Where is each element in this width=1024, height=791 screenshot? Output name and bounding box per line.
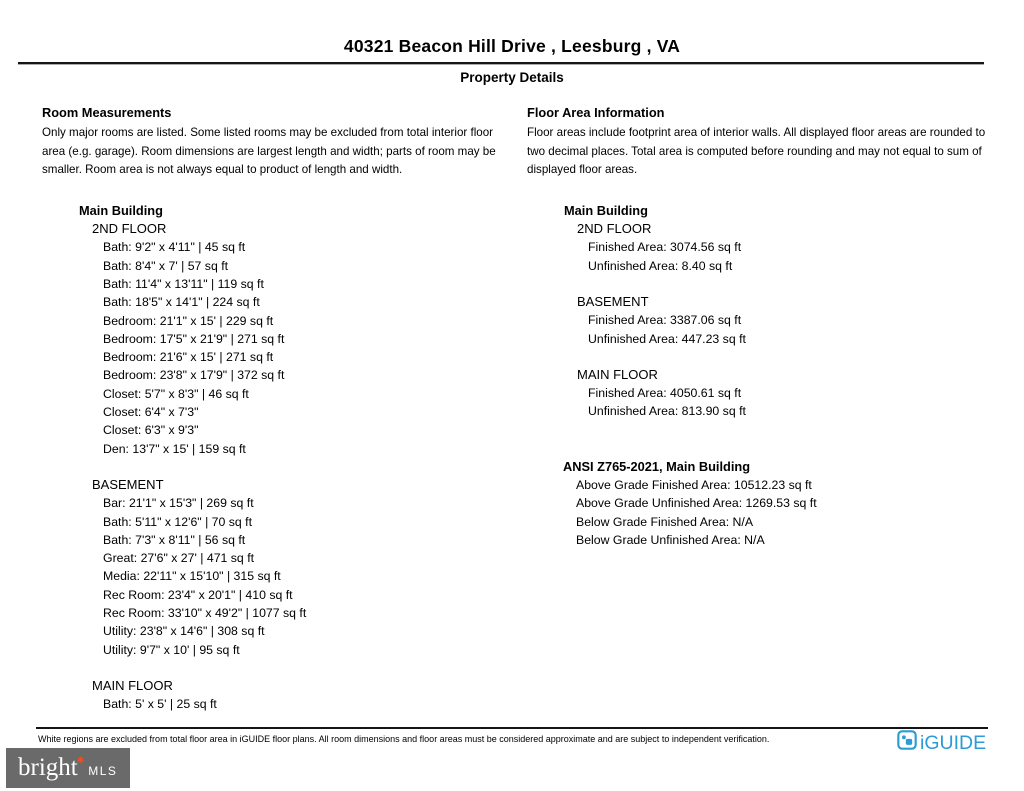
area-item: Below Grade Unfinished Area: N/A (576, 532, 765, 547)
ansi-area-list (563, 476, 995, 549)
floor-name: BASEMENT (92, 476, 164, 492)
floor-area-description: Floor areas include footprint area of interior walls. All displayed floor areas are rounded to two decimal places. Total area is computed before rounding and may not equal to sum of displayed floor areas. (527, 126, 986, 177)
room-item: Bar: 21'1" x 15'3" | 269 sq ft (103, 496, 254, 511)
building-name: Main Building (564, 202, 648, 218)
floor-area-main-floor (564, 366, 995, 421)
room-item: Rec Room: 33'10" x 49'2" | 1077 sq ft (103, 606, 307, 621)
floor-area-2nd-floor (564, 220, 995, 275)
room-item: Utility: 23'8" x 14'6" | 308 sq ft (103, 624, 265, 639)
room-item: Rec Room: 23'4" x 20'1" | 410 sq ft (103, 587, 293, 602)
room-item: Bath: 18'5" x 14'1" | 224 sq ft (103, 295, 260, 310)
floor-name: MAIN FLOOR (577, 366, 658, 382)
header-divider (18, 62, 984, 65)
floor-main-floor (79, 677, 502, 714)
iguide-camera-icon (897, 730, 920, 755)
star-icon: ✱ (76, 755, 85, 765)
room-item: Bedroom: 21'6" x 15' | 271 sq ft (103, 350, 274, 365)
room-item: Great: 27'6" x 27' | 471 sq ft (103, 551, 255, 566)
room-item: Bath: 9'2" x 4'11" | 45 sq ft (103, 240, 246, 255)
room-measurements-description: Only major rooms are listed. Some listed rooms may be excluded from total interior floor area (e.g. garage). Room dimensions are largest length and width; parts of room may be smaller. Room area is not always equal to product of length and width. (42, 126, 496, 177)
page-title: 40321 Beacon Hill Drive , Leesburg , VA (343, 36, 681, 56)
room-item: Closet: 6'4" x 7'3" (103, 405, 199, 420)
area-item: Below Grade Finished Area: N/A (576, 514, 754, 529)
floor-area-heading: Floor Area Information (527, 105, 665, 120)
floor-name: 2ND FLOOR (577, 221, 652, 237)
room-list (92, 494, 502, 659)
room-item: Bath: 8'4" x 7' | 57 sq ft (103, 258, 229, 273)
room-item: Closet: 6'3" x 9'3" (103, 423, 199, 438)
room-item: Bedroom: 21'1" x 15' | 229 sq ft (103, 313, 274, 328)
footer-disclaimer: White regions are excluded from total floor area in iGUIDE floor plans. All room dimensions and floor areas must be considered approximate and are subject to independent verification. (38, 734, 770, 744)
room-item: Bedroom: 23'8" x 17'9" | 372 sq ft (103, 368, 285, 383)
area-item: Unfinished Area: 8.40 sq ft (588, 258, 733, 273)
area-item: Above Grade Finished Area: 10512.23 sq ft (576, 478, 812, 493)
ansi-section (527, 458, 995, 549)
area-list (577, 238, 995, 275)
floor-area-building (527, 202, 995, 421)
footer-divider (36, 727, 988, 729)
brightmls-suffix: MLS (88, 764, 118, 778)
room-measurements-heading: Room Measurements (42, 105, 172, 120)
room-item: Bedroom: 17'5" x 21'9" | 271 sq ft (103, 331, 285, 346)
iguide-logo (897, 730, 986, 755)
room-item: Closet: 5'7" x 8'3" | 46 sq ft (103, 386, 249, 401)
room-list (92, 238, 502, 458)
room-item: Bath: 5'11" x 12'6" | 70 sq ft (103, 514, 253, 529)
room-item: Media: 22'11" x 15'10" | 315 sq ft (103, 569, 281, 584)
floor-name: MAIN FLOOR (92, 677, 173, 693)
area-item: Finished Area: 4050.61 sq ft (588, 386, 742, 401)
area-item: Finished Area: 3387.06 sq ft (588, 313, 742, 328)
floor-name: 2ND FLOOR (92, 221, 167, 237)
floor-2nd-floor (79, 220, 502, 458)
brightmls-logo (6, 748, 130, 788)
floor-area-information-section (527, 105, 995, 549)
page-subtitle: Property Details (460, 70, 564, 85)
ansi-heading: ANSI Z765-2021, Main Building (563, 458, 751, 474)
iguide-wordmark: iGUIDE (920, 731, 987, 754)
room-measurements-building (42, 202, 502, 714)
room-list (92, 695, 502, 713)
area-item: Above Grade Unfinished Area: 1269.53 sq ft (576, 496, 817, 511)
building-name: Main Building (79, 202, 163, 218)
room-item: Bath: 11'4" x 13'11" | 119 sq ft (103, 276, 264, 291)
area-item: Finished Area: 3074.56 sq ft (588, 240, 742, 255)
floor-area-basement (564, 293, 995, 348)
area-list (577, 384, 995, 421)
brightmls-wordmark: bright (18, 754, 78, 781)
room-item: Bath: 7'3" x 8'11" | 56 sq ft (103, 532, 246, 547)
room-item: Utility: 9'7" x 10' | 95 sq ft (103, 642, 240, 657)
floor-name: BASEMENT (577, 293, 649, 309)
room-measurements-section (42, 105, 502, 714)
room-item: Den: 13'7" x 15' | 159 sq ft (103, 441, 246, 456)
area-item: Unfinished Area: 447.23 sq ft (588, 331, 746, 346)
room-item: Bath: 5' x 5' | 25 sq ft (103, 697, 217, 712)
area-item: Unfinished Area: 813.90 sq ft (588, 404, 746, 419)
floor-basement (79, 476, 502, 659)
area-list (577, 311, 995, 348)
